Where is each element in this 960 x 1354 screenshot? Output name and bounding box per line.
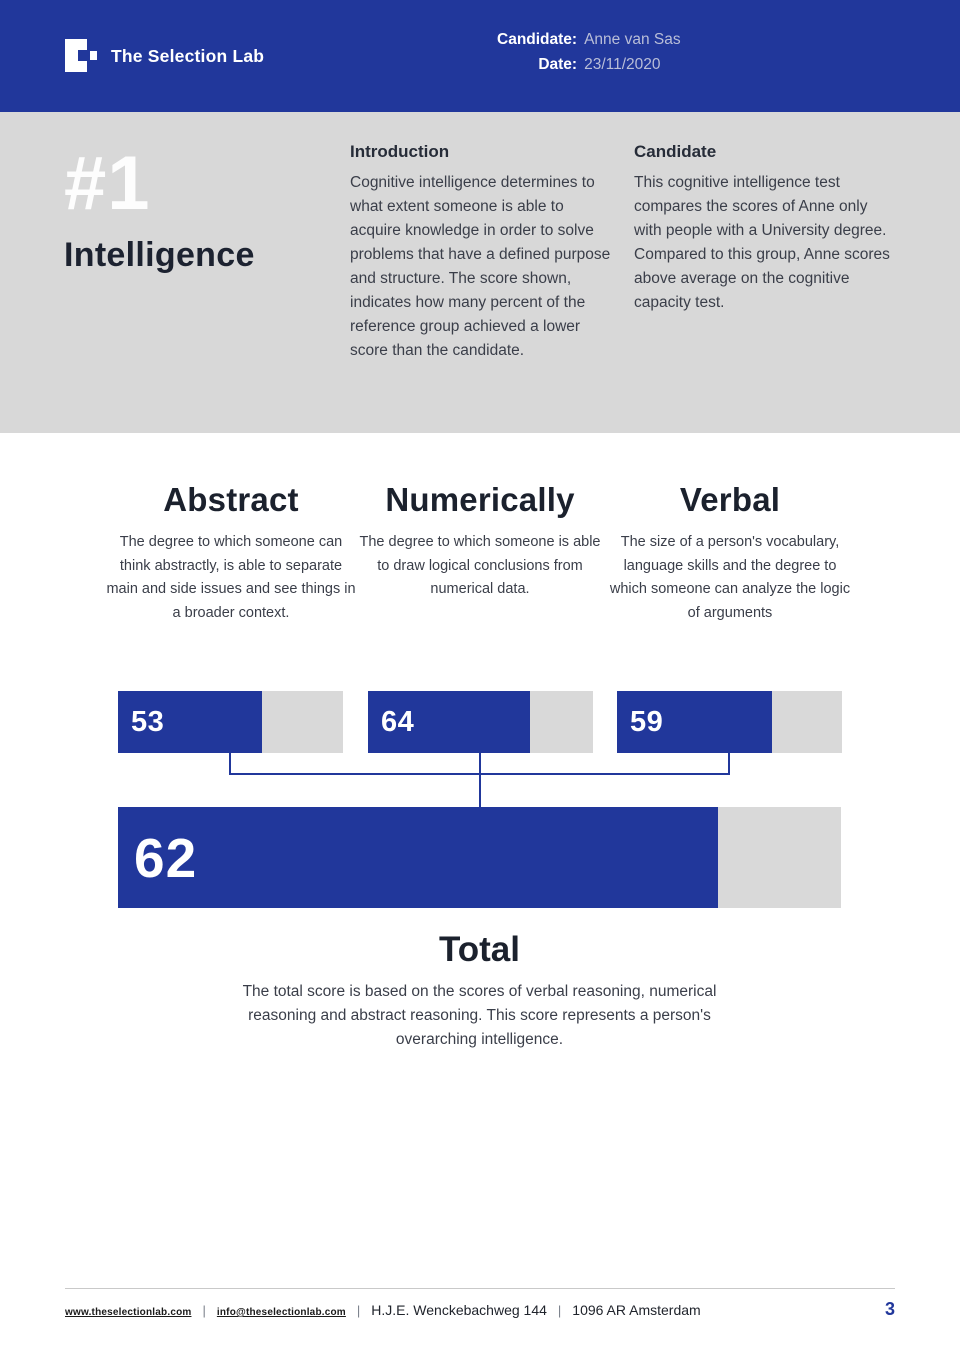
logo <box>65 39 264 73</box>
selection-lab-logo-icon <box>65 39 99 73</box>
numerically-title: Numerically <box>385 481 575 518</box>
subscore-bars <box>118 691 841 753</box>
total-title: Total <box>438 930 520 969</box>
introduction-body: Cognitive intelligence determines to what extent someone is able to acquire knowledge in order to solve problems that have a defined purpose and structure. The score shown, indicates how many percent of the reference group achieved a lower score than the candidate. <box>350 174 611 359</box>
abstract-column <box>106 481 356 625</box>
total-description: The total score is based on the scores of verbal reasoning, numerical reasoning and abstract reasoning. This score represents a person's overarching intelligence. <box>242 983 717 1048</box>
candidate-body: This cognitive intelligence test compares the scores of Anne only with people with a University degree. Compared to this group, Anne scores above average on the cognitive capacity test. <box>634 174 890 311</box>
total-score-bar <box>118 807 841 908</box>
footer-separator: | <box>356 1303 361 1318</box>
postal-address: 1096 AR Amsterdam <box>572 1302 701 1318</box>
header-bar <box>0 0 960 112</box>
page-number: 3 <box>884 1299 895 1319</box>
email-link[interactable]: info@theselectionlab.com <box>216 1307 346 1318</box>
introduction-heading: Introduction <box>350 142 450 161</box>
abstract-score-value: 53 <box>131 705 165 738</box>
website-link[interactable]: www.theselectionlab.com <box>65 1307 192 1318</box>
logo-text: The Selection Lab <box>111 45 265 66</box>
footer-divider <box>65 1288 895 1289</box>
total-score-value: 62 <box>134 826 198 889</box>
numerically-score-bar <box>368 691 593 753</box>
scores-section <box>106 433 851 1052</box>
verbal-score-bar <box>617 691 842 753</box>
score-connector-lines <box>118 753 841 807</box>
candidate-label: Candidate: <box>497 31 578 48</box>
verbal-title: Verbal <box>679 481 781 518</box>
numerically-column <box>355 481 605 602</box>
numerically-score-value: 64 <box>381 705 415 738</box>
subscore-descriptions <box>106 433 851 691</box>
candidate-value: Anne van Sas <box>584 31 681 48</box>
section-rank: #1 <box>64 141 151 226</box>
connector-line-left <box>229 753 231 775</box>
candidate-heading: Candidate <box>634 142 717 161</box>
verbal-description: The size of a person's vocabulary, language skills and the degree to which someone can analyze the logic of arguments <box>609 534 851 621</box>
abstract-title: Abstract <box>163 481 299 518</box>
section-title: Intelligence <box>64 236 255 274</box>
street-address: H.J.E. Wenckebachweg 144 <box>371 1302 547 1318</box>
footer <box>65 1299 895 1320</box>
verbal-score-value: 59 <box>630 705 664 738</box>
footer-separator: | <box>557 1303 562 1318</box>
footer-separator: | <box>202 1303 206 1318</box>
candidate-column <box>634 142 894 315</box>
abstract-description: The degree to which someone can think abstractly, is able to separate main and side issues and see things in a broader context. <box>106 534 356 621</box>
candidate-info <box>497 31 681 74</box>
verbal-column <box>605 481 855 625</box>
connector-line-center <box>479 753 481 807</box>
connector-line-right <box>728 753 730 775</box>
abstract-score-bar <box>118 691 343 753</box>
introduction-column <box>350 142 616 363</box>
intro-band <box>0 112 960 433</box>
date-label: Date: <box>538 56 578 73</box>
numerically-description: The degree to which someone is able to draw logical conclusions from numerical data. <box>359 534 601 597</box>
date-value: 23/11/2020 <box>584 56 661 73</box>
